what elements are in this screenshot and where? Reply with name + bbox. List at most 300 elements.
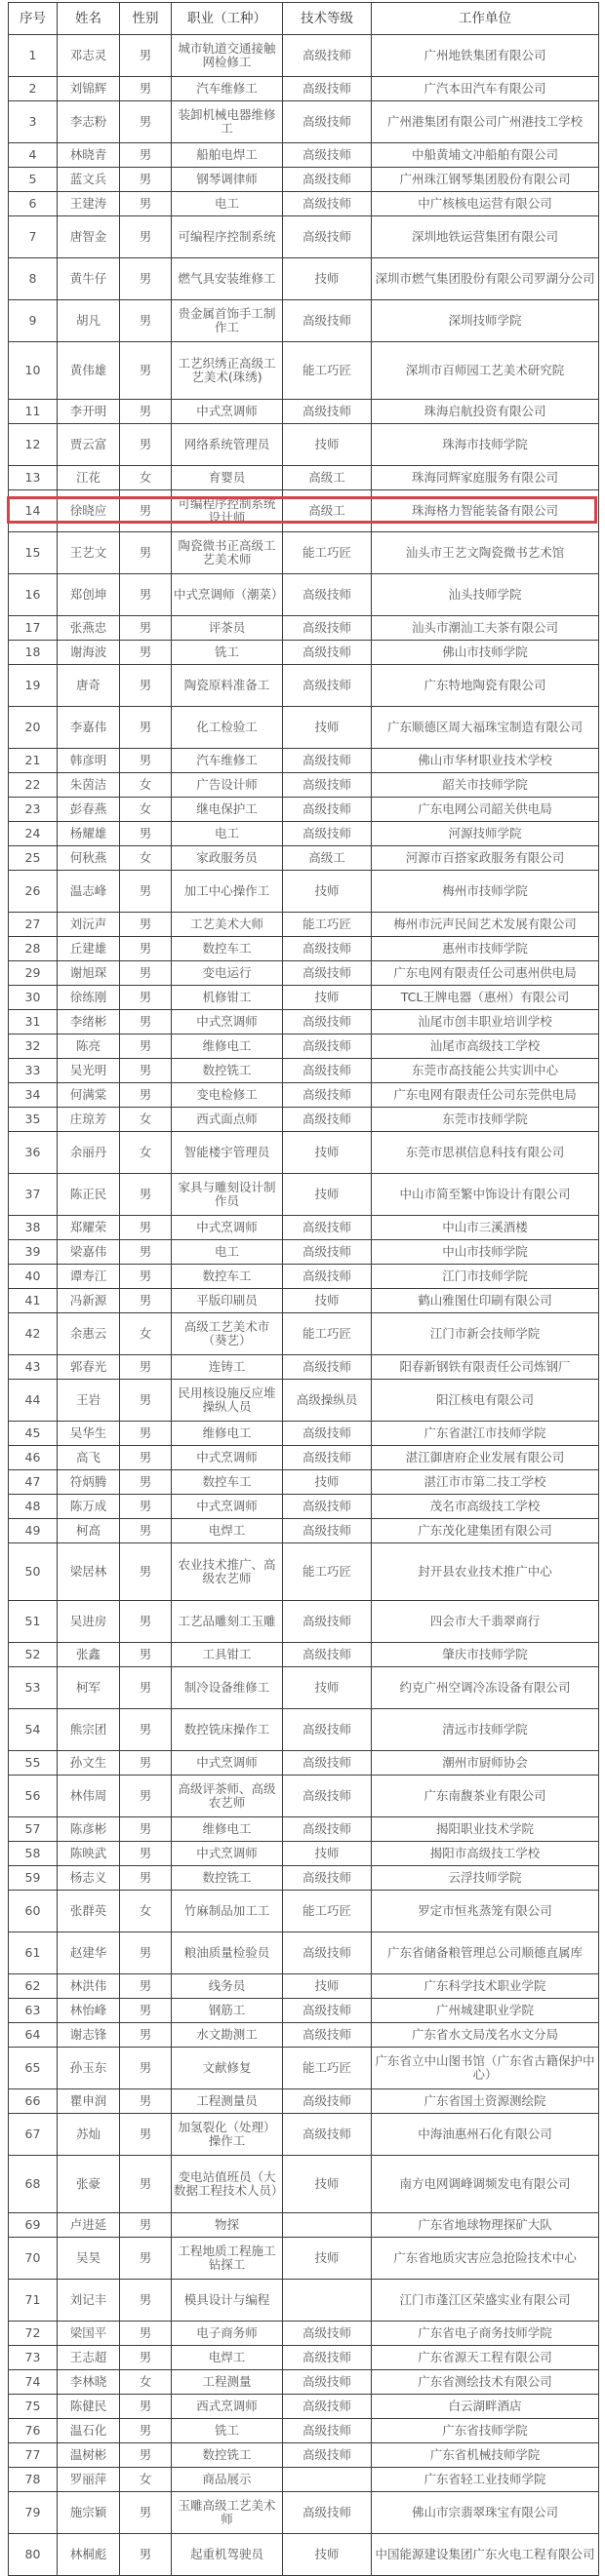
cell-name: 朱茵洁 <box>58 773 120 798</box>
cell-gender: 男 <box>120 2395 172 2419</box>
cell-unit: 广东省测绘技术有限公司 <box>372 2370 599 2395</box>
cell-no: 24 <box>9 822 58 846</box>
cell-unit: 汕尾市创丰职业培训学校 <box>372 1010 599 1034</box>
cell-occupation: 中式烹调师 <box>172 1495 283 1519</box>
cell-level: 技师 <box>283 707 372 749</box>
cell-occupation: 钢琴调律师 <box>172 168 283 192</box>
table-container <box>8 2 598 2576</box>
cell-occupation: 广告设计师 <box>172 773 283 798</box>
cell-gender: 男 <box>120 2156 172 2213</box>
cell-name: 陈万成 <box>58 1495 120 1519</box>
cell-level: 高级技师 <box>283 400 372 424</box>
cell-no: 49 <box>9 1519 58 1543</box>
cell-level: 高级技师 <box>283 1108 372 1132</box>
cell-name: 蓝文兵 <box>58 168 120 192</box>
table-row <box>9 665 599 707</box>
cell-gender: 男 <box>120 216 172 258</box>
cell-level: 高级技师 <box>283 665 372 707</box>
table-header-row <box>9 3 599 35</box>
cell-gender: 男 <box>120 574 172 616</box>
cell-unit: 广东省储备粮管理总公司顺德直属库 <box>372 1932 599 1974</box>
cell-occupation: 西式烹调师 <box>172 2395 283 2419</box>
table-row <box>9 937 599 961</box>
table-row <box>9 1495 599 1519</box>
cell-occupation: 粮油质量检验员 <box>172 1932 283 1974</box>
cell-unit: 广东省水文局茂名水文分局 <box>372 2023 599 2048</box>
cell-level: 高级技师 <box>283 1751 372 1776</box>
table-row <box>9 961 599 986</box>
cell-name: 郭春光 <box>58 1355 120 1380</box>
cell-occupation: 起重机驾驶员 <box>172 2534 283 2576</box>
cell-name: 柯高 <box>58 1519 120 1543</box>
cell-name: 郑耀荣 <box>58 1216 120 1240</box>
cell-name: 丘建雄 <box>58 937 120 961</box>
cell-gender: 男 <box>120 1842 172 1866</box>
cell-name: 李开明 <box>58 400 120 424</box>
cell-gender: 男 <box>120 1289 172 1313</box>
cell-gender: 女 <box>120 1132 172 1174</box>
cell-occupation: 玉雕高级工艺美术师 <box>172 2492 283 2534</box>
cell-occupation: 工程测量 <box>172 2370 283 2395</box>
table-row <box>9 822 599 846</box>
cell-unit: 揭阳职业技术学院 <box>372 1817 599 1842</box>
cell-unit: 河源市百搭家政服务有限公司 <box>372 846 599 871</box>
cell-occupation: 制冷设备维修工 <box>172 1667 283 1709</box>
cell-gender: 男 <box>120 2443 172 2468</box>
cell-no: 26 <box>9 871 58 913</box>
table-row <box>9 1667 599 1709</box>
cell-no: 11 <box>9 400 58 424</box>
cell-name: 唐智金 <box>58 216 120 258</box>
cell-unit: 深圳市燃气集团股份有限公司罗湖分公司 <box>372 258 599 300</box>
cell-unit: 广东电网有限责任公司东莞供电局 <box>372 1083 599 1108</box>
cell-occupation: 智能楼宇管理员 <box>172 1132 283 1174</box>
table-row <box>9 1817 599 1842</box>
cell-unit: 中船黄埔文冲船舶有限公司 <box>372 143 599 168</box>
cell-occupation: 城市轨道交通接触网检修工 <box>172 35 283 77</box>
cell-gender: 女 <box>120 466 172 490</box>
cell-unit: TCL王牌电器（惠州）有限公司 <box>372 986 599 1010</box>
cell-name: 冯新源 <box>58 1289 120 1313</box>
cell-gender: 男 <box>120 2089 172 2114</box>
table-row <box>9 2370 599 2395</box>
cell-name: 谢旭琛 <box>58 961 120 986</box>
cell-unit: 佛山市技师学院 <box>372 641 599 665</box>
cell-level: 高级技师 <box>283 1034 372 1059</box>
cell-unit: 珠海市技师学院 <box>372 424 599 466</box>
table-row <box>9 1932 599 1974</box>
table-row <box>9 707 599 749</box>
cell-occupation: 维修电工 <box>172 1034 283 1059</box>
cell-gender: 男 <box>120 1010 172 1034</box>
cell-unit: 中国能源建设集团广东火电工程有限公司 <box>372 2534 599 2576</box>
cell-name: 陈彦彬 <box>58 1817 120 1842</box>
cell-no: 64 <box>9 2023 58 2048</box>
cell-no: 67 <box>9 2114 58 2156</box>
cell-level: 能工巧匠 <box>283 342 372 400</box>
cell-no: 25 <box>9 846 58 871</box>
table-row <box>9 1543 599 1601</box>
cell-occupation: 燃气具安装维修工 <box>172 258 283 300</box>
cell-no: 34 <box>9 1083 58 1108</box>
cell-gender: 男 <box>120 2114 172 2156</box>
table-body <box>9 35 599 2576</box>
cell-occupation: 变电站值班员（大数据工程技术人员） <box>172 2156 283 2213</box>
cell-unit: 汕头市王艺文陶瓷微书艺术馆 <box>372 532 599 574</box>
cell-gender: 男 <box>120 2492 172 2534</box>
cell-no: 50 <box>9 1543 58 1601</box>
header-unit: 工作单位 <box>372 3 599 35</box>
cell-occupation: 变电检修工 <box>172 1083 283 1108</box>
cell-name: 温石化 <box>58 2419 120 2443</box>
cell-no: 15 <box>9 532 58 574</box>
cell-no: 56 <box>9 1776 58 1817</box>
cell-no: 36 <box>9 1132 58 1174</box>
cell-no: 17 <box>9 616 58 641</box>
cell-level: 高级技师 <box>283 2419 372 2443</box>
cell-no: 76 <box>9 2419 58 2443</box>
cell-no: 18 <box>9 641 58 665</box>
cell-no: 5 <box>9 168 58 192</box>
cell-occupation: 连铸工 <box>172 1355 283 1380</box>
cell-name: 梁嘉伟 <box>58 1240 120 1265</box>
cell-occupation: 汽车维修工 <box>172 77 283 101</box>
cell-no: 22 <box>9 773 58 798</box>
cell-no: 54 <box>9 1709 58 1751</box>
cell-occupation: 陶瓷原料准备工 <box>172 665 283 707</box>
cell-name: 谢海波 <box>58 641 120 665</box>
cell-gender: 男 <box>120 707 172 749</box>
cell-gender: 男 <box>120 986 172 1010</box>
cell-unit: 佛山市宗翡翠珠宝有限公司 <box>372 2492 599 2534</box>
cell-level: 技师 <box>283 1470 372 1495</box>
cell-name: 刘锦辉 <box>58 77 120 101</box>
cell-unit: 广东科学技术职业学院 <box>372 1974 599 1999</box>
cell-level: 高级技师 <box>283 1817 372 1842</box>
table-row <box>9 216 599 258</box>
cell-level <box>283 2213 372 2238</box>
cell-gender: 女 <box>120 2468 172 2492</box>
table-row <box>9 424 599 466</box>
cell-occupation: 线务员 <box>172 1974 283 1999</box>
table-row <box>9 1601 599 1643</box>
cell-level: 高级技师 <box>283 2443 372 2468</box>
cell-occupation: 工艺美术大师 <box>172 913 283 937</box>
cell-no: 30 <box>9 986 58 1010</box>
cell-level: 技师 <box>283 424 372 466</box>
table-row <box>9 574 599 616</box>
cell-level: 高级技师 <box>283 192 372 216</box>
cell-gender: 男 <box>120 1495 172 1519</box>
table-row <box>9 2280 599 2322</box>
cell-gender: 男 <box>120 400 172 424</box>
cell-no: 28 <box>9 937 58 961</box>
cell-name: 王志超 <box>58 2346 120 2370</box>
cell-gender: 男 <box>120 1470 172 1495</box>
table-row <box>9 2468 599 2492</box>
cell-gender: 男 <box>120 2238 172 2280</box>
cell-unit: 广东省电子商务技师学院 <box>372 2322 599 2346</box>
cell-gender: 男 <box>120 1422 172 1446</box>
cell-name: 卢进延 <box>58 2213 120 2238</box>
cell-unit: 罗定市恒兆蒸笼有限公司 <box>372 1891 599 1932</box>
cell-gender: 男 <box>120 101 172 143</box>
cell-unit: 广东省源天工程有限公司 <box>372 2346 599 2370</box>
cell-unit: 清远市技师学院 <box>372 1709 599 1751</box>
cell-no: 47 <box>9 1470 58 1495</box>
cell-unit: 中海油惠州石化有限公司 <box>372 2114 599 2156</box>
cell-occupation: 评茶员 <box>172 616 283 641</box>
cell-no: 21 <box>9 749 58 773</box>
cell-name: 徐练刚 <box>58 986 120 1010</box>
cell-occupation: 电工 <box>172 1240 283 1265</box>
cell-level: 高级技师 <box>283 1776 372 1817</box>
table-row <box>9 749 599 773</box>
cell-name: 温树彬 <box>58 2443 120 2468</box>
cell-no: 1 <box>9 35 58 77</box>
cell-level: 高级技师 <box>283 168 372 192</box>
cell-unit: 潮州市厨师协会 <box>372 1751 599 1776</box>
cell-unit: 惠州市技师学院 <box>372 937 599 961</box>
cell-no: 71 <box>9 2280 58 2322</box>
cell-no: 10 <box>9 342 58 400</box>
cell-no: 44 <box>9 1380 58 1422</box>
table-row <box>9 2419 599 2443</box>
cell-no: 39 <box>9 1240 58 1265</box>
cell-unit: 广州港集团有限公司广州港技工学校 <box>372 101 599 143</box>
cell-level: 高级技师 <box>283 798 372 822</box>
cell-no: 48 <box>9 1495 58 1519</box>
cell-no: 79 <box>9 2492 58 2534</box>
cell-unit: 江门市技师学院 <box>372 1265 599 1289</box>
cell-name: 韩彦明 <box>58 749 120 773</box>
cell-occupation: 维修电工 <box>172 1422 283 1446</box>
cell-unit: 河源技师学院 <box>372 822 599 846</box>
cell-gender: 男 <box>120 871 172 913</box>
table-row <box>9 2156 599 2213</box>
cell-level: 高级技师 <box>283 300 372 342</box>
cell-no: 42 <box>9 1313 58 1355</box>
table-row <box>9 2395 599 2419</box>
table-row <box>9 300 599 342</box>
cell-gender: 男 <box>120 1866 172 1891</box>
cell-name: 陈健民 <box>58 2395 120 2419</box>
cell-gender: 女 <box>120 1108 172 1132</box>
cell-gender: 男 <box>120 35 172 77</box>
table-row <box>9 1034 599 1059</box>
cell-gender: 男 <box>120 2280 172 2322</box>
cell-unit: 梅州市沅声民间艺术发展有限公司 <box>372 913 599 937</box>
award-list-table <box>8 2 599 2576</box>
cell-unit: 云浮技师学院 <box>372 1866 599 1891</box>
cell-occupation: 电焊工 <box>172 2346 283 2370</box>
cell-name: 余丽丹 <box>58 1132 120 1174</box>
cell-unit: 江门市蓬江区荣盛实业有限公司 <box>372 2280 599 2322</box>
table-row <box>9 913 599 937</box>
cell-level: 高级技师 <box>283 1083 372 1108</box>
cell-no: 59 <box>9 1866 58 1891</box>
cell-level: 能工巧匠 <box>283 2048 372 2089</box>
table-row <box>9 1380 599 1422</box>
table-row <box>9 871 599 913</box>
cell-occupation: 电子商务师 <box>172 2322 283 2346</box>
cell-unit: 中山市简至繁中饰设计有限公司 <box>372 1174 599 1216</box>
cell-no: 65 <box>9 2048 58 2089</box>
cell-gender: 男 <box>120 1974 172 1999</box>
cell-no: 60 <box>9 1891 58 1932</box>
cell-unit: 中山市三溪酒楼 <box>372 1216 599 1240</box>
cell-gender: 女 <box>120 1891 172 1932</box>
cell-name: 吴进房 <box>58 1601 120 1643</box>
cell-level: 技师 <box>283 1667 372 1709</box>
cell-name: 刘沅声 <box>58 913 120 937</box>
table-row <box>9 2238 599 2280</box>
cell-gender: 男 <box>120 749 172 773</box>
cell-level: 高级技师 <box>283 35 372 77</box>
cell-no: 58 <box>9 1842 58 1866</box>
cell-gender: 男 <box>120 2534 172 2576</box>
cell-occupation: 工艺品雕刻工玉雕 <box>172 1601 283 1643</box>
cell-gender: 男 <box>120 1446 172 1470</box>
cell-no: 52 <box>9 1643 58 1667</box>
cell-unit: 中广核核电运营有限公司 <box>372 192 599 216</box>
cell-level: 高级技师 <box>283 937 372 961</box>
cell-unit: 广东省机械技师学院 <box>372 2443 599 2468</box>
table-row <box>9 1010 599 1034</box>
cell-unit: 约克广州空调冷冻设备有限公司 <box>372 1667 599 1709</box>
cell-name: 王艺文 <box>58 532 120 574</box>
cell-no: 55 <box>9 1751 58 1776</box>
cell-gender: 男 <box>120 1709 172 1751</box>
cell-level: 技师 <box>283 2238 372 2280</box>
cell-name: 江花 <box>58 466 120 490</box>
table-row <box>9 1643 599 1667</box>
cell-gender: 男 <box>120 1817 172 1842</box>
table-row <box>9 2023 599 2048</box>
cell-level: 高级技师 <box>283 1240 372 1265</box>
cell-level: 高级技师 <box>283 2089 372 2114</box>
cell-gender: 男 <box>120 1776 172 1817</box>
cell-occupation: 钢筋工 <box>172 1999 283 2023</box>
cell-occupation: 平版印刷员 <box>172 1289 283 1313</box>
cell-name: 梁国平 <box>58 2322 120 2346</box>
cell-occupation: 水文勘测工 <box>172 2023 283 2048</box>
cell-gender: 男 <box>120 1380 172 1422</box>
cell-unit: 阳江核电有限公司 <box>372 1380 599 1422</box>
cell-name: 符炳腾 <box>58 1470 120 1495</box>
cell-name: 梁居林 <box>58 1543 120 1601</box>
table-row <box>9 1422 599 1446</box>
cell-unit: 广东省轻工业技师学院 <box>372 2468 599 2492</box>
cell-no: 6 <box>9 192 58 216</box>
table-row <box>9 1355 599 1380</box>
cell-occupation: 中式烹调师 <box>172 1010 283 1034</box>
cell-unit: 广东省湛江市技师学院 <box>372 1422 599 1446</box>
cell-gender: 男 <box>120 1667 172 1709</box>
cell-occupation: 铣工 <box>172 2419 283 2443</box>
cell-occupation: 高级工艺美术市（葵艺） <box>172 1313 283 1355</box>
cell-gender: 女 <box>120 798 172 822</box>
cell-level: 高级技师 <box>283 822 372 846</box>
cell-no: 41 <box>9 1289 58 1313</box>
cell-unit: 深圳技师学院 <box>372 300 599 342</box>
cell-unit: 深圳市百师园工艺美术研究院 <box>372 342 599 400</box>
cell-name: 彭春燕 <box>58 798 120 822</box>
cell-gender: 男 <box>120 641 172 665</box>
table-row <box>9 258 599 300</box>
cell-occupation: 化工检验工 <box>172 707 283 749</box>
table-row <box>9 77 599 101</box>
cell-gender: 男 <box>120 1932 172 1974</box>
cell-unit: 深圳地铁运营集团有限公司 <box>372 216 599 258</box>
cell-gender: 男 <box>120 1543 172 1601</box>
table-row <box>9 2534 599 2576</box>
cell-level: 高级技师 <box>283 101 372 143</box>
cell-no: 23 <box>9 798 58 822</box>
cell-occupation: 加工中心操作工 <box>172 871 283 913</box>
cell-unit: 茂名市高级技工学校 <box>372 1495 599 1519</box>
cell-no: 66 <box>9 2089 58 2114</box>
cell-occupation: 数控铣工 <box>172 1866 283 1891</box>
cell-level: 高级技师 <box>283 77 372 101</box>
cell-name: 谭寿江 <box>58 1265 120 1289</box>
cell-no: 33 <box>9 1059 58 1083</box>
cell-unit: 东莞市技师学院 <box>372 1108 599 1132</box>
cell-level: 高级技师 <box>283 641 372 665</box>
cell-level: 高级技师 <box>283 1059 372 1083</box>
cell-level: 高级技师 <box>283 1422 372 1446</box>
cell-name: 刘记丰 <box>58 2280 120 2322</box>
cell-gender: 男 <box>120 822 172 846</box>
cell-gender: 男 <box>120 1174 172 1216</box>
table-row <box>9 2492 599 2534</box>
cell-gender: 男 <box>120 961 172 986</box>
cell-occupation: 竹麻制品加工工 <box>172 1891 283 1932</box>
cell-no: 69 <box>9 2213 58 2238</box>
cell-unit: 汕头技师学院 <box>372 574 599 616</box>
table-row <box>9 532 599 574</box>
cell-unit: 广东省技师学院 <box>372 2419 599 2443</box>
cell-name: 林伟周 <box>58 1776 120 1817</box>
cell-name: 何秋燕 <box>58 846 120 871</box>
header-name: 姓名 <box>58 3 120 35</box>
cell-unit: 广东顺德区周大福珠宝制造有限公司 <box>372 707 599 749</box>
table-row <box>9 2346 599 2370</box>
cell-occupation: 家具与雕刻设计制作员 <box>172 1174 283 1216</box>
cell-name: 瞿申润 <box>58 2089 120 2114</box>
cell-name: 温志峰 <box>58 871 120 913</box>
cell-occupation: 陶瓷微书正高级工艺美术师 <box>172 532 283 574</box>
cell-unit: 四会市大千翡翠商行 <box>372 1601 599 1643</box>
cell-occupation: 电工 <box>172 822 283 846</box>
cell-unit: 珠海格力智能装备有限公司 <box>372 490 599 532</box>
table-row <box>9 986 599 1010</box>
cell-unit: 汕头市潮汕工夫茶有限公司 <box>372 616 599 641</box>
cell-name: 林怡峰 <box>58 1999 120 2023</box>
cell-no: 7 <box>9 216 58 258</box>
table-row <box>9 1842 599 1866</box>
cell-unit: 梅州市技师学院 <box>372 871 599 913</box>
table-row <box>9 2048 599 2089</box>
table-row <box>9 1891 599 1932</box>
table-row <box>9 1265 599 1289</box>
cell-name: 陈正民 <box>58 1174 120 1216</box>
cell-level: 高级技师 <box>283 2023 372 2048</box>
cell-no: 14 <box>9 490 58 532</box>
table-row <box>9 1289 599 1313</box>
cell-occupation: 可编程序控制系统 <box>172 216 283 258</box>
cell-unit: 广东省立中山图书馆（广东省古籍保护中心） <box>372 2048 599 2089</box>
